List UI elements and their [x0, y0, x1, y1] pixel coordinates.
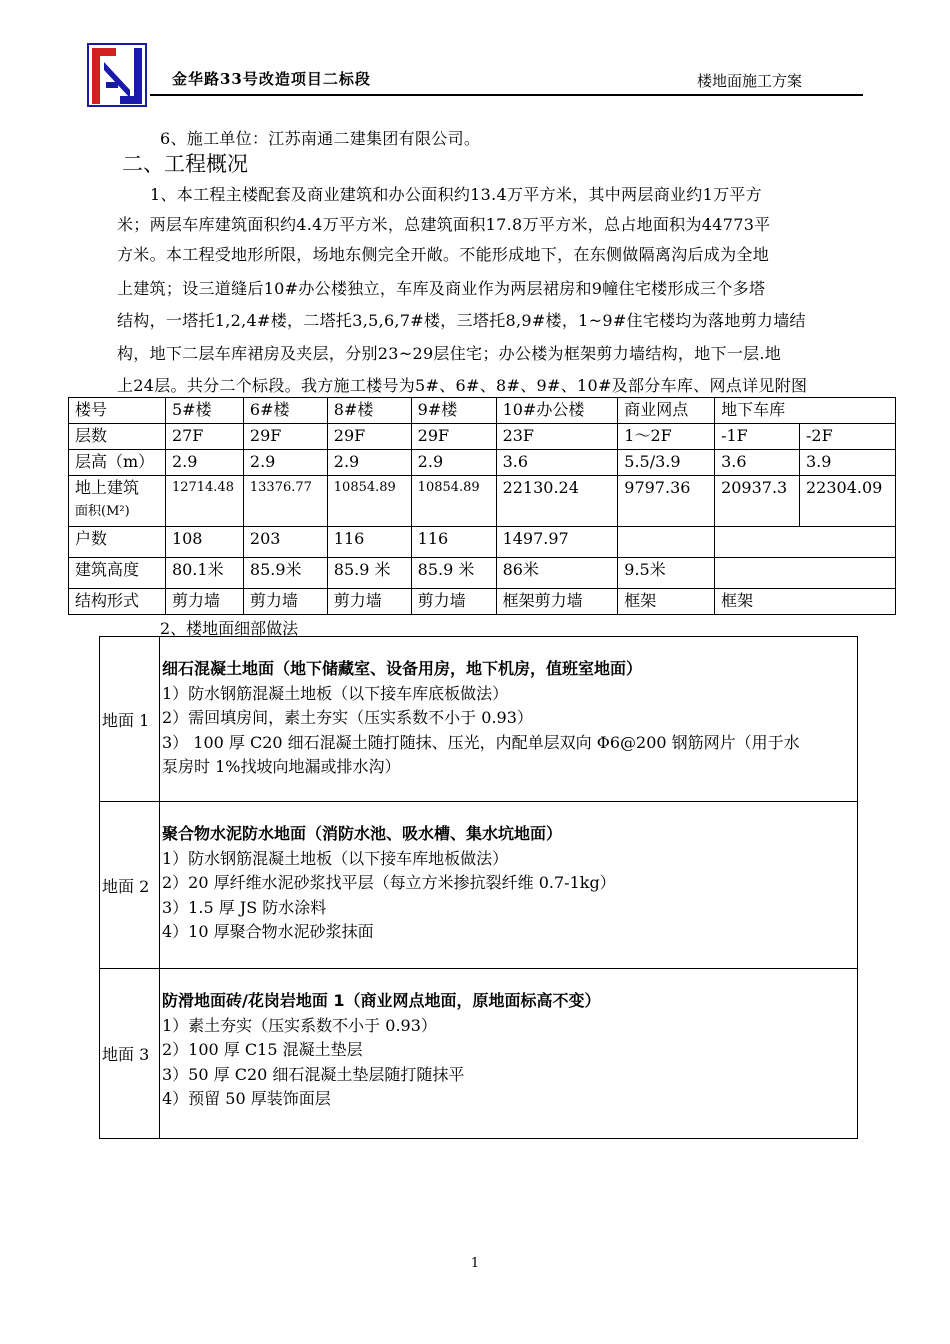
table-cell: 22304.09	[799, 476, 895, 527]
floor-label: 地面 1	[100, 637, 160, 802]
table-cell: 29F	[327, 424, 411, 450]
table-row	[69, 589, 896, 615]
table-row	[69, 527, 896, 558]
floor-item: 2）20 厚纤维水泥砂浆找平层（每立方米掺抗裂纤维 0.7-1kg）	[162, 873, 616, 892]
table-cell: 剪力墙	[327, 589, 411, 615]
company-logo	[86, 42, 148, 108]
table-cell: 116	[327, 527, 411, 558]
table-cell: 2.9	[165, 450, 243, 476]
table-cell: 10#办公楼	[496, 398, 618, 424]
table-cell: 5#楼	[165, 398, 243, 424]
table-cell: 108	[165, 527, 243, 558]
table-cell: 29F	[243, 424, 327, 450]
table-cell: -2F	[799, 424, 895, 450]
paragraph-line: 构，地下二层车库裙房及夹层，分别23~29层住宅；办公楼为框架剪力墙结构，地下一层.地	[117, 344, 782, 363]
table-row	[69, 424, 896, 450]
floor-title: 防滑地面砖/花岗岩地面 1（商业网点地面，原地面标高不变）	[162, 991, 601, 1010]
table-cell: 86米	[496, 558, 618, 589]
table-cell: 剪力墙	[165, 589, 243, 615]
floor-item: 3）50 厚 C20 细石混凝土垫层随打随抹平	[162, 1064, 465, 1084]
table-cell	[618, 527, 715, 558]
paragraph-line: 上建筑；设三道缝后10#办公楼独立，车库及商业作为两层裙房和9幢住宅楼形成三个多塔	[117, 279, 766, 298]
table-cell: 框架	[715, 589, 896, 615]
table-cell: 80.1米	[165, 558, 243, 589]
table-cell: 3.9	[799, 450, 895, 476]
floor-item: 泵房时 1%找坡向地漏或排水沟）	[162, 757, 401, 776]
table-cell: 85.9 米	[327, 558, 411, 589]
table-cell: 10854.89	[327, 476, 411, 527]
table-cell: 85.9 米	[411, 558, 496, 589]
table-cell: 22130.24	[496, 476, 618, 527]
floor-item: 1）防水钢筋混凝土地板（以下接车库地板做法）	[162, 848, 509, 868]
table-cell	[69, 476, 166, 527]
header-rule	[150, 94, 863, 96]
table-cell: 9#楼	[411, 398, 496, 424]
document-title: 楼地面施工方案	[697, 72, 803, 90]
table-cell: 2.9	[327, 450, 411, 476]
table-cell: 9797.36	[618, 476, 715, 527]
floor-content	[160, 969, 858, 1139]
table-row	[69, 558, 896, 589]
table-row	[100, 802, 858, 969]
page-number: 1	[470, 1256, 480, 1271]
table-cell: 1～2F	[618, 424, 715, 450]
area-label-line-1: 地上建筑	[75, 478, 140, 497]
table-row	[69, 398, 896, 424]
table-cell: 27F	[165, 424, 243, 450]
table-cell: 商业网点	[618, 398, 715, 424]
table-cell: 框架剪力墙	[496, 589, 618, 615]
table-cell	[715, 527, 896, 558]
table-cell: 3.6	[715, 450, 800, 476]
table-cell: 户数	[69, 527, 166, 558]
table-cell: 2.9	[411, 450, 496, 476]
table-cell: 6#楼	[243, 398, 327, 424]
table-cell: 20937.3	[715, 476, 800, 527]
table-cell: 12714.48	[165, 476, 243, 527]
paragraph-line: 方米。本工程受地形所限，场地东侧完全开敞。不能形成地下，在东侧做隔离沟后成为全地	[117, 245, 770, 264]
floor-content	[160, 802, 858, 969]
table-row	[100, 637, 858, 802]
area-label-line-2: 面积(M²)	[75, 504, 130, 519]
table-row	[100, 969, 858, 1139]
paragraph-line: 米；两层车库建筑面积约4.4万平方米，总建筑面积17.8万平方米，总占地面积为44773平	[117, 215, 771, 234]
paragraph-line: 1、本工程主楼配套及商业建筑和办公面积约13.4万平方米，其中两层商业约1万平方	[150, 185, 762, 204]
table-cell: 结构形式	[69, 589, 166, 615]
floor-item: 4）10 厚聚合物水泥砂浆抹面	[162, 922, 374, 941]
table-cell: 8#楼	[327, 398, 411, 424]
floor-title: 聚合物水泥防水地面（消防水池、吸水槽、集水坑地面）	[162, 824, 563, 843]
table-cell: -1F	[715, 424, 800, 450]
table-cell: 85.9米	[243, 558, 327, 589]
table-cell: 29F	[411, 424, 496, 450]
table-cell: 116	[411, 527, 496, 558]
table-cell: 2.9	[243, 450, 327, 476]
construction-unit-line: 6、施工单位：江苏南通二建集团有限公司。	[160, 129, 481, 148]
floor-item: 3）1.5 厚 JS 防水涂料	[162, 897, 327, 917]
floor-item: 1）素土夯实（压实系数不小于 0.93）	[162, 1015, 437, 1035]
paragraph-line: 上24层。共分二个标段。我方施工楼号为5#、6#、8#、9#、10#及部分车库、网点详见附图	[117, 376, 808, 395]
table-row	[69, 476, 896, 527]
floor-details-subtitle: 2、楼地面细部做法	[160, 619, 299, 638]
floor-finish-table	[99, 636, 858, 1139]
floor-label: 地面 2	[100, 802, 160, 969]
table-cell: 剪力墙	[411, 589, 496, 615]
table-cell: 23F	[496, 424, 618, 450]
table-cell: 层高（m）	[69, 450, 166, 476]
table-cell: 3.6	[496, 450, 618, 476]
table-cell: 剪力墙	[243, 589, 327, 615]
table-cell: 地下车库	[715, 398, 896, 424]
table-row	[69, 450, 896, 476]
table-cell: 楼号	[69, 398, 166, 424]
floor-content	[160, 637, 858, 802]
floor-item: 1）防水钢筋混凝土地板（以下接车库底板做法）	[162, 683, 509, 703]
table-cell: 层数	[69, 424, 166, 450]
table-cell: 9.5米	[618, 558, 715, 589]
table-cell: 203	[243, 527, 327, 558]
section-title: 二、工程概况	[122, 152, 248, 176]
floor-label: 地面 3	[100, 969, 160, 1139]
table-cell: 框架	[618, 589, 715, 615]
floor-item: 4）预留 50 厚装饰面层	[162, 1089, 331, 1108]
table-cell: 5.5/3.9	[618, 450, 715, 476]
floor-item: 2）100 厚 C15 混凝土垫层	[162, 1040, 363, 1059]
table-cell: 13376.77	[243, 476, 327, 527]
floor-item: 2）需回填房间，素土夯实（压实系数不小于 0.93）	[162, 708, 533, 727]
table-cell: 建筑高度	[69, 558, 166, 589]
floor-title: 细石混凝土地面（地下储藏室、设备用房，地下机房，值班室地面）	[162, 659, 643, 678]
table-cell: 1497.97	[496, 527, 618, 558]
paragraph-line: 结构，一塔托1,2,4#楼，二塔托3,5,6,7#楼，三塔托8,9#楼，1~9#住宅楼均为落地剪力墙结	[117, 311, 806, 330]
project-name: 金华路33号改造项目二标段	[172, 70, 371, 88]
building-info-table	[68, 397, 896, 615]
floor-item: 3） 100 厚 C20 细石混凝土随打随抹、压光，内配单层双向 Φ6@200 钢筋网片（用于水	[162, 732, 800, 752]
table-cell: 10854.89	[411, 476, 496, 527]
table-cell	[715, 558, 896, 589]
